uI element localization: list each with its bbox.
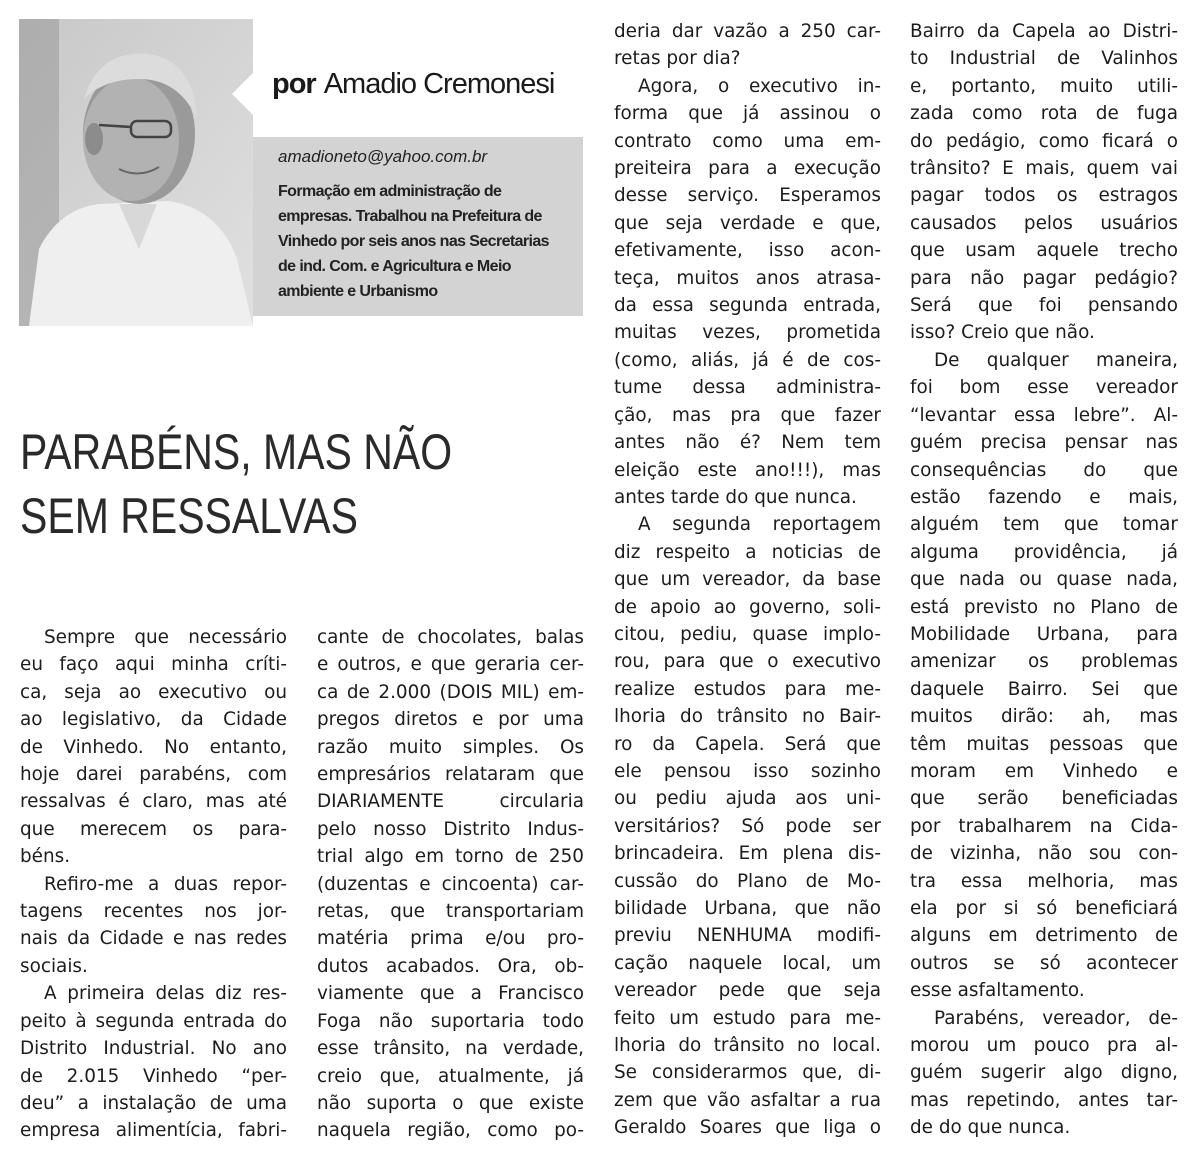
text-line: “levantar essa lebre”. Al- (910, 404, 1178, 426)
text-line: que um vereador, da base (614, 569, 881, 591)
text-line: bilidade Urbana, que não (614, 898, 881, 919)
text-line: cação naquele local, um (614, 952, 881, 974)
text-line: Geraldo Soares que liga o (614, 1117, 881, 1139)
text-line: diz respeito a noticias de (614, 541, 881, 563)
text-line: antes não é? Nem tem (614, 432, 881, 454)
text-column-1 (20, 624, 287, 1145)
text-line: morou um pouco pra al- (910, 1035, 1178, 1057)
text-line: guém precisa pensar nas (910, 432, 1178, 454)
text-line: foi bom esse vereador (910, 377, 1178, 399)
bio-line: Vinhedo por seis anos nas Secretarias (278, 233, 549, 250)
text-line: daquele Bairro. Sei que (910, 678, 1178, 700)
author-byline (272, 68, 554, 101)
text-line: outros se só acontecer (910, 952, 1178, 974)
text-line: de apoio ao governo, soli- (614, 596, 881, 618)
text-line: empresa alimentícia, fabri- (20, 1120, 287, 1142)
text-line: tume dessa administra- (614, 377, 881, 399)
headline-line: SEM RESSALVAS (20, 488, 358, 544)
byline-pointer (232, 72, 254, 116)
text-line: Será que foi pensando (910, 295, 1178, 317)
text-line: vereador pede que seja (614, 980, 881, 1002)
text-line: mas repetindo, antes tar- (910, 1089, 1178, 1111)
bio-line: de ind. Com. e Agricultura e Meio (278, 258, 511, 275)
text-line: eleição este ano!!!), mas (614, 459, 881, 481)
text-line: zem que vão asfaltar a rua (614, 1089, 881, 1111)
text-line: pagar todos os estragos (910, 185, 1178, 207)
author-bio-box (253, 137, 583, 316)
text-line: contrato como uma em- (614, 130, 881, 152)
text-line: têm muitas pessoas que (910, 733, 1178, 755)
text-line: (duzentas e cincoenta) car- (317, 873, 584, 895)
bio-line: Formação em administração de (278, 183, 502, 200)
text-line: realize estudos para me- (614, 678, 881, 700)
text-line: desse serviço. Esperamos (614, 185, 881, 207)
text-line: forma que já assinou o (614, 103, 881, 125)
text-line: Refiro-me a duas repor- (44, 873, 287, 895)
text-line: brincadeira. Em plena dis- (614, 843, 881, 865)
text-line: ressalvas é claro, mas até (20, 791, 287, 813)
text-line: creio que, atualmente, já (317, 1065, 584, 1087)
text-line: e outros, e que geraria cer- (317, 654, 584, 676)
text-line: alguém tem que tomar (910, 514, 1178, 536)
text-line: previu NENHUMA modifi- (614, 925, 881, 947)
text-line: cussão do Plano de Mo- (614, 870, 881, 892)
text-line: esse asfaltamento. (910, 980, 1085, 1002)
text-line: nais da Cidade e nas redes (20, 928, 287, 950)
text-line: dutos acabados. Ora, ob- (317, 955, 584, 977)
text-line: versitários? Só pode ser (614, 815, 881, 837)
text-line: que seja verdade e que, (614, 212, 881, 234)
text-line: zada como rota de fuga (910, 103, 1178, 125)
text-line: deria dar vazão a 250 car- (614, 21, 881, 42)
text-line: muitos dirão: ah, mas (910, 706, 1178, 728)
text-line: viamente que a Francisco (317, 983, 584, 1005)
text-line: ção, mas pra que fazer (614, 404, 881, 426)
text-line: peito à segunda entrada do (20, 1010, 287, 1032)
text-line: lhoria do trânsito no local. (614, 1035, 881, 1057)
text-line: não suporta o que existe (317, 1092, 584, 1114)
text-line: está previsto no Plano de (910, 596, 1178, 618)
text-line: amenizar os problemas (910, 651, 1178, 673)
text-line: ca de 2.000 (DOIS MIL) em- (317, 681, 584, 703)
text-line: que serão beneficiadas (910, 788, 1178, 810)
text-line: de 2.015 Vinhedo “per- (20, 1065, 287, 1087)
text-line: esse trânsito, na verdade, (317, 1038, 584, 1060)
text-line: Distrito Industrial. No ano (20, 1038, 287, 1060)
text-line: causados pelos usuários (910, 212, 1178, 234)
text-line: retas, que transportariam (317, 901, 584, 923)
text-line: de vizinha, não sou con- (910, 843, 1178, 865)
author-photo (19, 19, 253, 326)
text-line: to Industrial de Valinhos (910, 48, 1178, 70)
text-line: ela por si só beneficiará (910, 898, 1178, 919)
text-line: que nada ou quase nada, (910, 569, 1178, 591)
text-line: Mobilidade Urbana, para (910, 623, 1178, 645)
text-line: preiteira para a execução (614, 158, 881, 180)
text-line: ou pediu ajuda aos uni- (614, 788, 881, 810)
text-line: e, portanto, muito utili- (910, 75, 1178, 97)
text-line: alguns em detrimento de (910, 925, 1178, 947)
text-line: por trabalharem na Cida- (910, 815, 1178, 837)
text-line: sociais. (20, 955, 88, 977)
text-line: estão fazendo e mais, (910, 486, 1178, 508)
text-line: trial algo em torno de 250 (317, 846, 584, 868)
text-line: pelo nosso Distrito Indus- (317, 818, 584, 840)
text-line: rou, para que o executivo (614, 651, 881, 673)
text-line: ele pensou isso sozinho (614, 760, 881, 782)
text-line: que merecem os para- (20, 818, 287, 840)
text-line: que usam aquele trecho (910, 240, 1178, 262)
text-line: béns. (20, 846, 71, 868)
text-line: retas por dia? (614, 48, 741, 70)
text-column-3 (614, 18, 881, 1142)
text-line: cante de chocolates, balas (317, 627, 584, 648)
text-line: naquela região, como po- (317, 1120, 584, 1142)
text-line: moram em Vinhedo e (910, 760, 1178, 782)
text-line: lhoria do trânsito no Bair- (614, 706, 881, 728)
text-column-2 (317, 624, 584, 1145)
bio-line: ambiente e Urbanismo (278, 283, 438, 300)
text-line: empresários relataram que (317, 764, 584, 786)
text-line: (como, aliás, já é de cos- (614, 349, 881, 371)
text-line: Parabéns, vereador, de- (934, 1007, 1178, 1029)
text-line: deu” a instalação de uma (20, 1092, 287, 1114)
text-line: A segunda reportagem (638, 514, 881, 536)
author-bio (278, 179, 573, 304)
text-line: efetivamente, isso acon- (614, 240, 881, 262)
text-line: da essa segunda entrada, (614, 295, 881, 317)
byline-prefix: por (272, 68, 316, 100)
text-line: ao legislativo, da Cidade (20, 709, 287, 731)
text-line: Agora, o executivo in- (638, 75, 881, 97)
text-line: de Vinhedo. No entanto, (20, 736, 287, 758)
text-line: Sempre que necessário (44, 627, 287, 648)
author-name: Amadio Cremonesi (323, 68, 555, 100)
text-line: citou, pediu, quase implo- (614, 623, 881, 645)
author-email[interactable]: amadioneto@yahoo.com.br (278, 147, 488, 166)
headline-line: PARABÉNS, MAS NÃO (20, 424, 453, 480)
text-line: hoje darei parabéns, com (20, 764, 287, 786)
text-line: Foga não suportaria todo (317, 1010, 584, 1032)
text-line: trânsito? E mais, quem vai (910, 158, 1178, 180)
text-line: ca, seja ao executivo ou (20, 681, 287, 703)
text-line: guém sugerir algo digno, (910, 1062, 1178, 1084)
text-line: do pedágio, como ficará o (910, 130, 1178, 152)
text-line: muitas vezes, prometida (614, 322, 881, 344)
text-line: DIARIAMENTE circularia (317, 791, 584, 813)
text-line: De qualquer maneira, (934, 349, 1178, 371)
text-line: Se considerarmos que, di- (614, 1062, 881, 1084)
text-line: ro da Capela. Será que (614, 733, 881, 755)
text-line: isso? Creio que não. (910, 322, 1095, 344)
bio-line: empresas. Trabalhou na Prefeitura de (278, 208, 542, 225)
text-line: A primeira delas diz res- (44, 983, 287, 1005)
text-line: de do que nunca. (910, 1117, 1071, 1139)
text-line: tra essa melhoria, mas (910, 870, 1178, 892)
text-line: alguma providência, já (910, 541, 1178, 563)
text-column-4 (910, 18, 1178, 1142)
text-line: matéria prima e/ou pro- (317, 928, 584, 950)
text-line: eu faço aqui minha críti- (20, 654, 287, 676)
text-line: feito um estudo para me- (614, 1007, 881, 1029)
text-line: razão muito simples. Os (317, 736, 584, 758)
text-line: para não pagar pedágio? (910, 267, 1178, 289)
text-line: pregos diretos e por uma (317, 709, 584, 731)
article-headline (20, 420, 479, 548)
text-line: Bairro da Capela ao Distri- (910, 21, 1178, 42)
text-line: consequências do que (910, 459, 1178, 481)
text-line: tagens recentes nos jor- (20, 901, 287, 923)
text-line: antes tarde do que nunca. (614, 486, 857, 508)
text-line: teça, muitos anos atrasa- (614, 267, 881, 289)
